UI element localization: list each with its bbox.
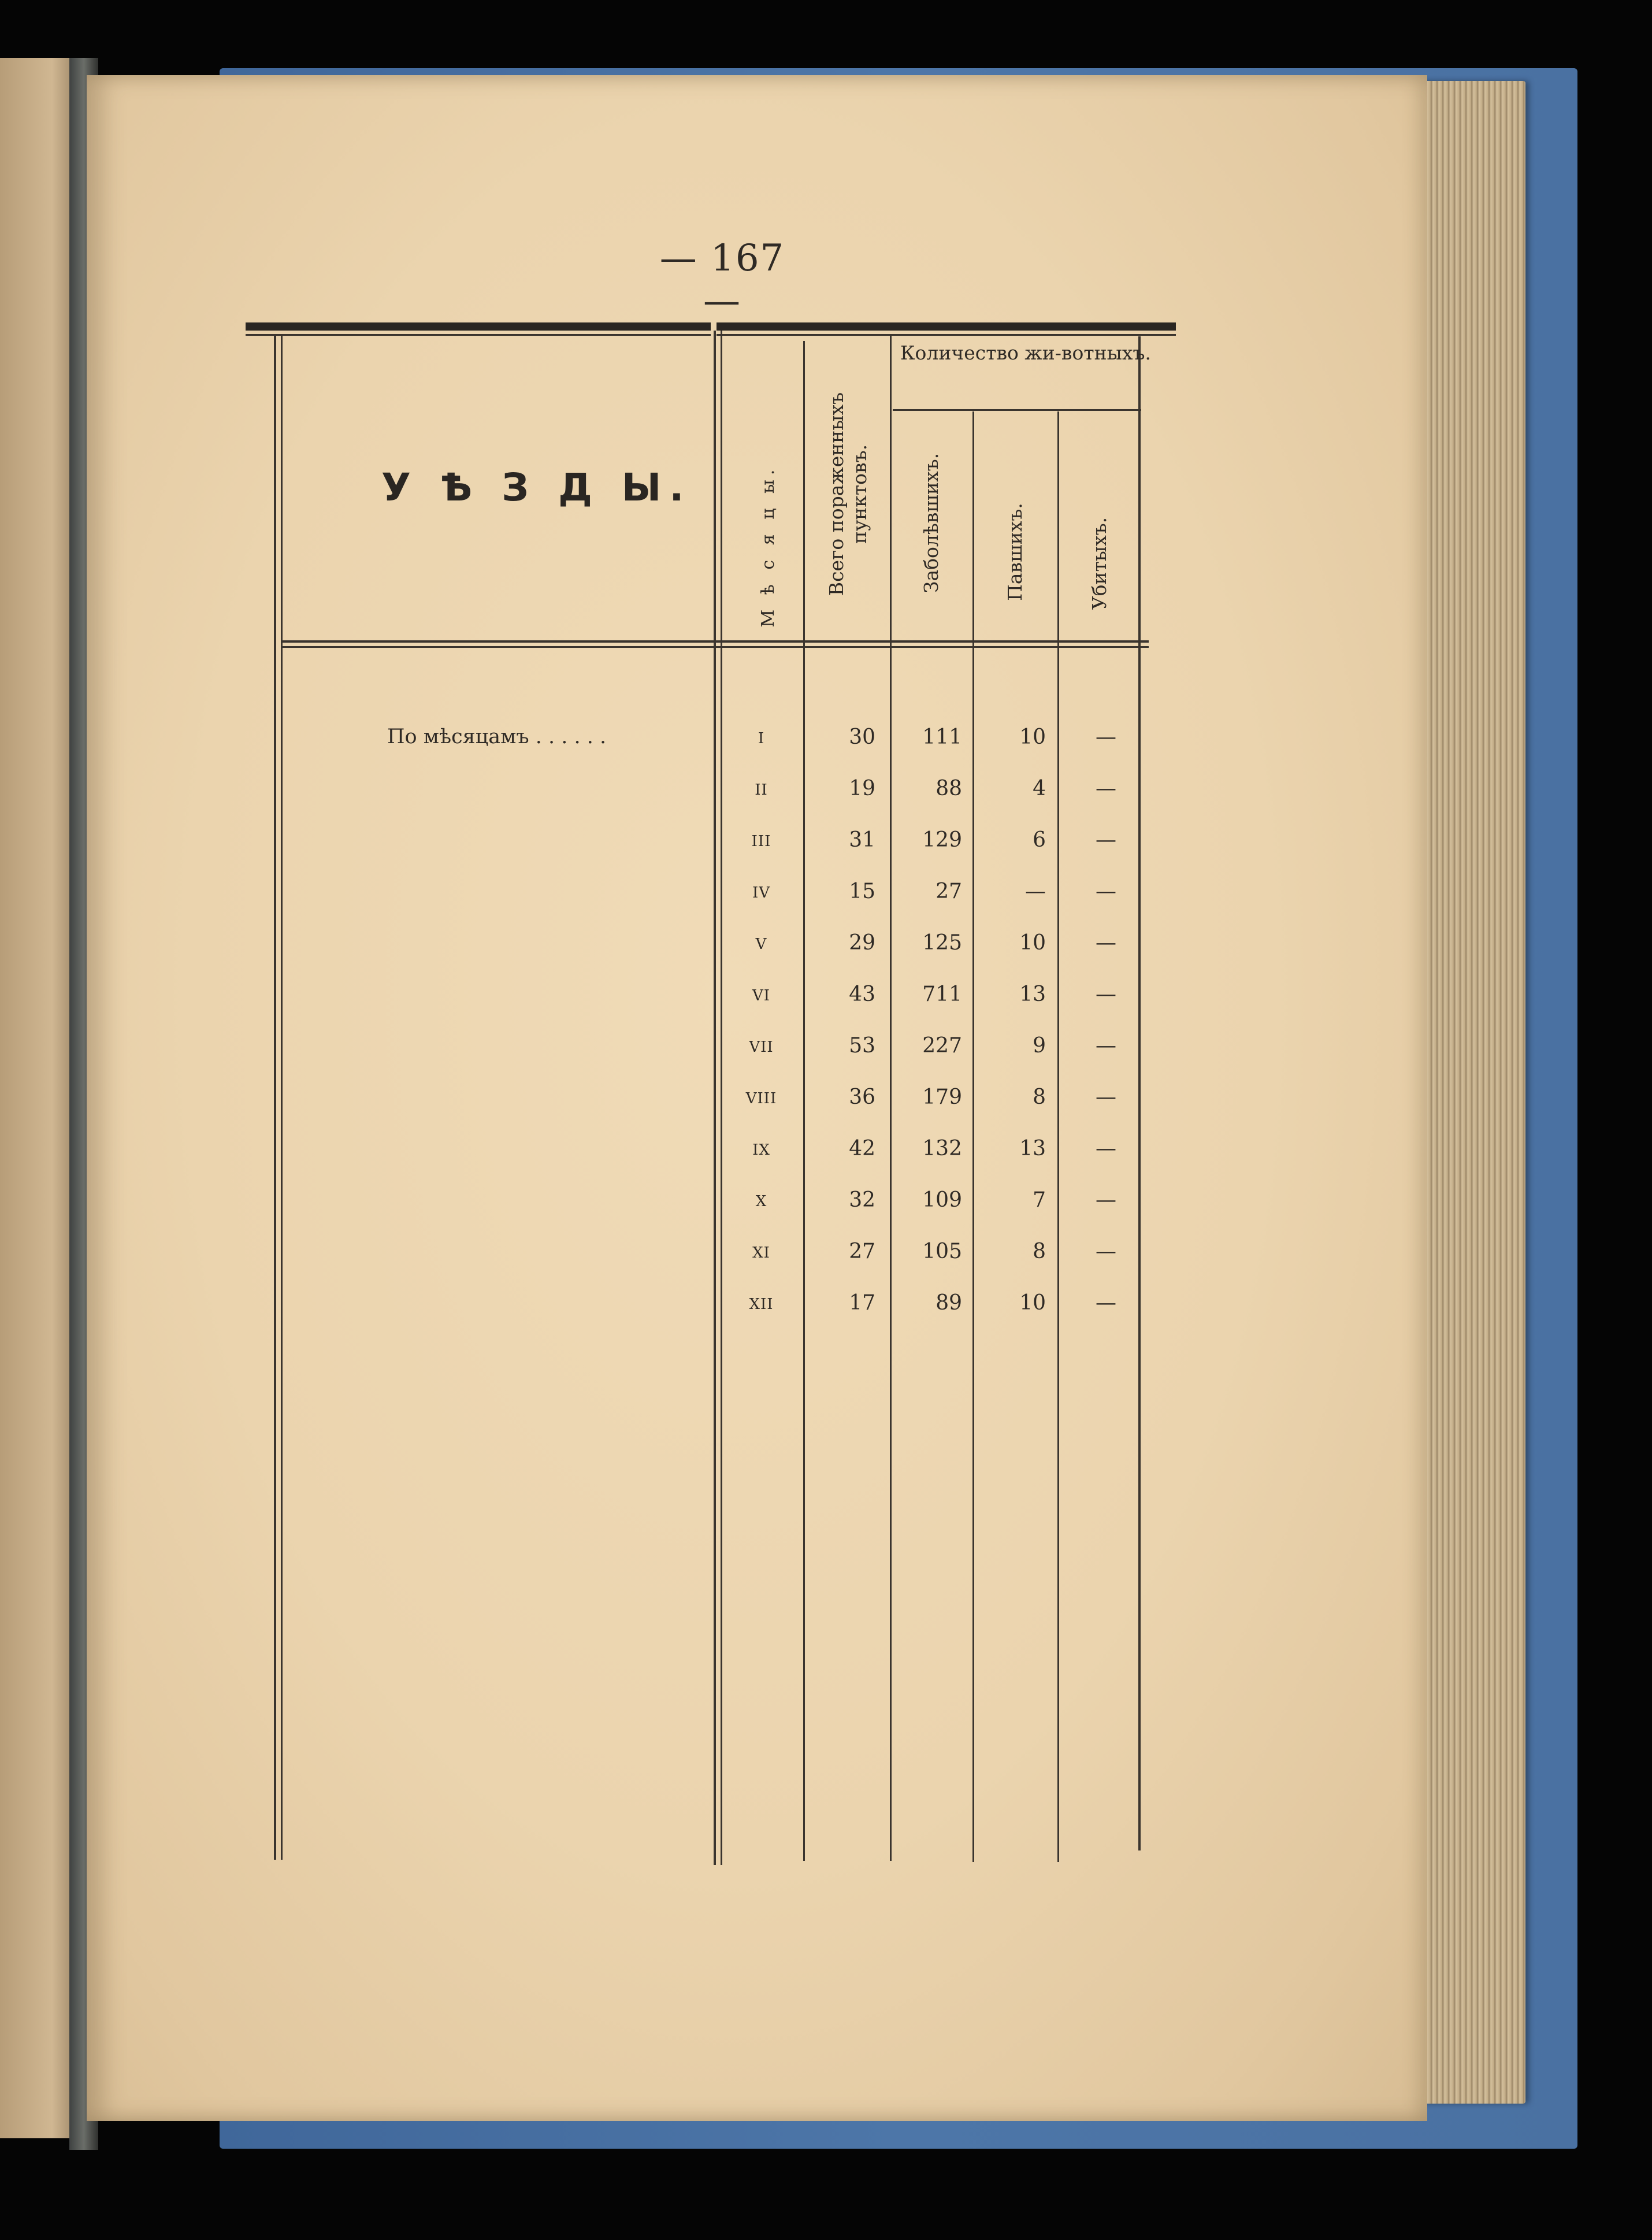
killed-cell: — xyxy=(1096,1291,1116,1315)
column-divider-points xyxy=(890,335,892,1861)
month-cell: V xyxy=(755,936,767,953)
dead-cell: — xyxy=(1025,880,1046,903)
killed-cell: — xyxy=(1096,1137,1116,1160)
points-cell: 53 xyxy=(849,1034,875,1058)
month-cell: III xyxy=(751,833,771,850)
sick-cell: 111 xyxy=(922,725,962,749)
sick-cell: 227 xyxy=(922,1034,962,1058)
month-cell: VII xyxy=(749,1039,774,1056)
killed-cell: — xyxy=(1096,1188,1116,1212)
page-stack-edges xyxy=(1410,81,1525,2104)
dead-cell: 8 xyxy=(1033,1240,1046,1263)
sick-cell: 711 xyxy=(922,982,962,1006)
sick-cell: 129 xyxy=(922,828,962,852)
top-rule-right-thin xyxy=(717,334,1176,336)
column-divider-districts-inner xyxy=(721,331,722,1865)
top-rule-left xyxy=(246,322,711,331)
dead-cell: 9 xyxy=(1033,1034,1046,1058)
header-sick: Заболѣвшихъ. xyxy=(920,453,942,594)
points-cell: 29 xyxy=(849,931,875,955)
month-cell: IV xyxy=(752,884,771,902)
page-number: — 167 — xyxy=(659,237,785,322)
points-cell: 31 xyxy=(849,828,875,852)
dead-cell: 4 xyxy=(1033,777,1046,800)
column-divider-districts xyxy=(714,331,716,1865)
header-total-points: Всего пораженныхъ пунктовъ. xyxy=(825,392,871,596)
month-cell: II xyxy=(755,781,768,799)
dead-cell: 8 xyxy=(1033,1085,1046,1109)
month-cell: I xyxy=(758,730,765,747)
bleed-through-texture: ᅟ xyxy=(462,421,507,474)
sick-cell: 105 xyxy=(922,1240,962,1263)
month-cell: VI xyxy=(752,987,771,1004)
killed-cell: — xyxy=(1096,1240,1116,1263)
column-divider-months xyxy=(803,341,805,1861)
sick-cell: 89 xyxy=(935,1291,962,1315)
points-cell: 42 xyxy=(849,1137,875,1160)
header-animals-group: Количество жи-вотныхъ. xyxy=(900,342,1151,364)
dead-cell: 6 xyxy=(1033,828,1046,852)
column-divider-dead xyxy=(1057,411,1059,1862)
header-districts: У Ѣ З Д Ы. xyxy=(381,465,692,510)
dead-cell: 13 xyxy=(1019,982,1046,1006)
dead-cell: 10 xyxy=(1019,931,1046,955)
sick-cell: 109 xyxy=(922,1188,962,1212)
points-cell: 15 xyxy=(849,880,875,903)
dead-cell: 10 xyxy=(1019,1291,1046,1315)
killed-cell: — xyxy=(1096,1034,1116,1058)
sick-cell: 27 xyxy=(935,880,962,903)
row-label-by-months: По мѣсяцамъ . . . . . . xyxy=(387,725,607,748)
points-cell: 17 xyxy=(849,1291,875,1315)
dead-cell: 13 xyxy=(1019,1137,1046,1160)
table-left-border xyxy=(274,334,276,1860)
dead-cell: 7 xyxy=(1033,1188,1046,1212)
points-cell: 19 xyxy=(849,777,875,800)
header-killed: Убитыхъ. xyxy=(1088,517,1111,610)
table-right-border xyxy=(1138,336,1141,1850)
top-rule-left-thin xyxy=(246,334,711,336)
killed-cell: — xyxy=(1096,1085,1116,1109)
month-cell: XII xyxy=(749,1296,774,1313)
month-cell: X xyxy=(755,1193,767,1210)
column-divider-sick xyxy=(972,411,974,1862)
top-rule-right xyxy=(717,322,1176,331)
points-cell: 32 xyxy=(849,1188,875,1212)
points-cell: 30 xyxy=(849,725,875,749)
points-cell: 27 xyxy=(849,1240,875,1263)
points-cell: 36 xyxy=(849,1085,875,1109)
month-cell: VIII xyxy=(745,1090,777,1107)
group-header-rule xyxy=(893,409,1141,411)
month-cell: IX xyxy=(752,1141,770,1159)
killed-cell: — xyxy=(1096,880,1116,903)
sick-cell: 88 xyxy=(935,777,962,800)
killed-cell: — xyxy=(1096,982,1116,1006)
sick-cell: 132 xyxy=(922,1137,962,1160)
killed-cell: — xyxy=(1096,777,1116,800)
killed-cell: — xyxy=(1096,931,1116,955)
points-cell: 43 xyxy=(849,982,875,1006)
sick-cell: 125 xyxy=(922,931,962,955)
dead-cell: 10 xyxy=(1019,725,1046,749)
table-left-border-inner xyxy=(281,334,283,1860)
header-months: М ѣ с я ц ы. xyxy=(758,465,778,628)
sick-cell: 179 xyxy=(922,1085,962,1109)
header-dead: Павшихъ. xyxy=(1004,503,1026,601)
month-cell: XI xyxy=(752,1244,770,1262)
killed-cell: — xyxy=(1096,828,1116,852)
killed-cell: — xyxy=(1096,725,1116,749)
